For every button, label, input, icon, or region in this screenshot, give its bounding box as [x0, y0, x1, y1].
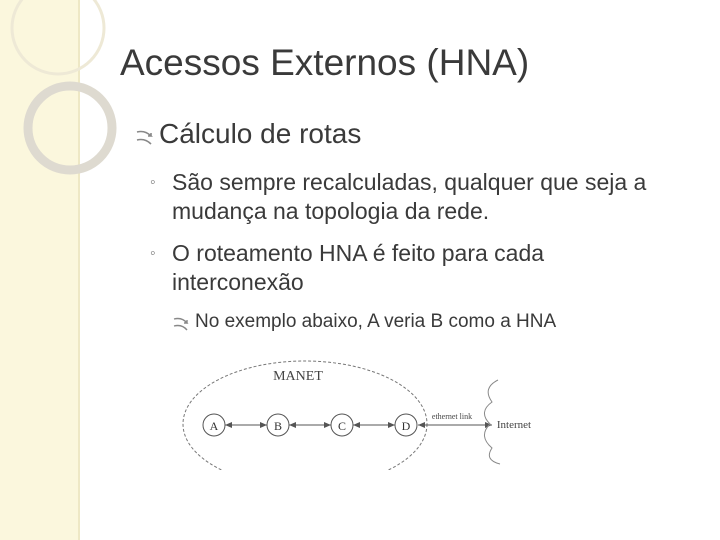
bullet-level2-2-text: O roteamento HNA é feito para cada interconexão — [172, 240, 545, 295]
bullet-arrow-icon — [172, 314, 192, 332]
node-c — [331, 414, 353, 436]
node-d — [395, 414, 417, 436]
node-a-label: A — [209, 419, 219, 433]
node-a — [203, 414, 225, 436]
internet-label: Internet — [496, 419, 532, 431]
node-d-label: D — [401, 419, 411, 433]
bullet-level2-1 — [150, 168, 670, 226]
network-diagram — [180, 352, 540, 470]
node-c-label: C — [337, 419, 347, 433]
circle-bullet-icon: ◦ — [150, 174, 156, 191]
node-b-label: B — [273, 419, 283, 433]
bullet-arrow-icon — [134, 126, 156, 148]
manet-label: MANET — [273, 369, 323, 384]
bullet-level1-text: Cálculo de rotas — [159, 118, 362, 149]
bullet-level1 — [134, 118, 361, 150]
circle-bullet-icon: ◦ — [150, 245, 156, 262]
node-b — [267, 414, 289, 436]
bullet-level3 — [172, 311, 556, 333]
bullet-level2-2 — [150, 239, 670, 297]
bullet-level3-text: No exemplo abaixo, A veria B como a HNA — [195, 311, 557, 332]
decorative-rings — [0, 0, 130, 200]
bullet-level2-1-text: São sempre recalculadas, qualquer que seja a mudança na topologia da rede. — [172, 169, 647, 224]
slide-title: Acessos Externos (HNA) — [120, 42, 530, 83]
ethernet-link-label: ethernet link — [431, 412, 473, 421]
